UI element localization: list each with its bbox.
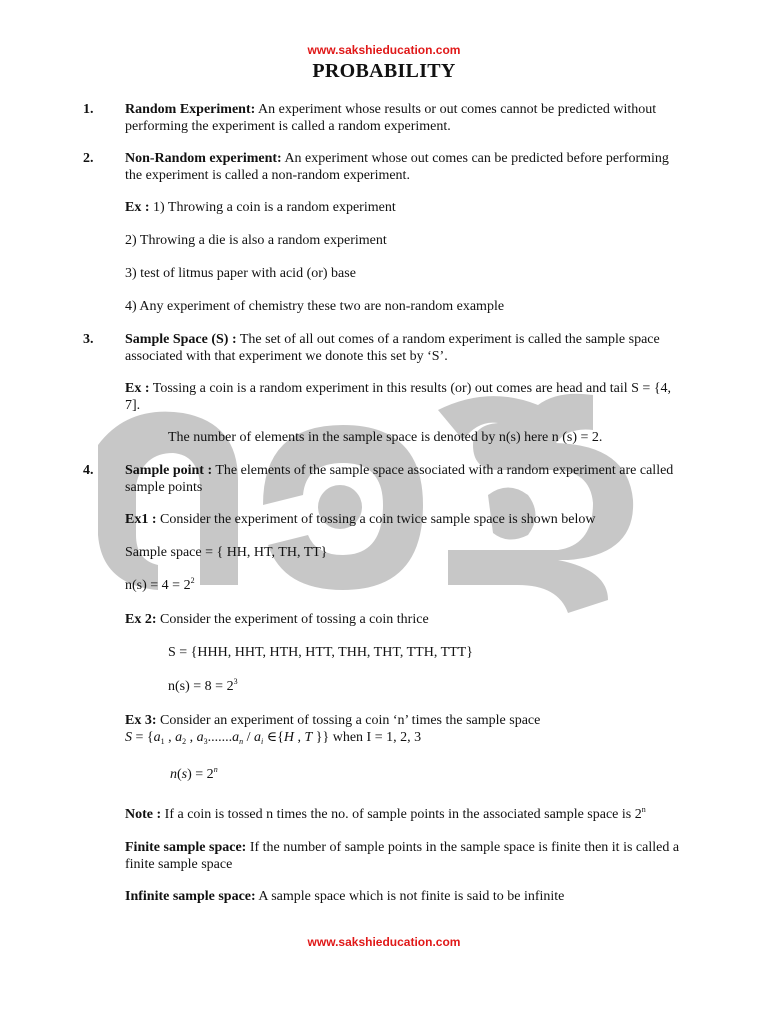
section-1-text: An experiment whose results or out comes cannot be predicted without performing the experiment is called a random experiment. [125, 102, 657, 134]
page-title: PROBABILITY [312, 60, 456, 82]
section-4-label: Sample point : [125, 463, 213, 478]
finite-label: Finite sample space: [125, 840, 247, 855]
set-notation-formula: S [125, 730, 132, 745]
ex2-text: Consider the experiment of tossing a coin thrice [156, 612, 429, 627]
infinite-text: A sample space which is not finite is said to be infinite [255, 889, 565, 904]
section-3-ex-text: Tossing a coin is a random experiment in this results (or) out comes are head and tail S = {4, 7]. [125, 381, 672, 413]
section-3-text: The set of all out comes of a random experiment is called the sample space associated with that experiment we donote this set by ‘S’. [125, 332, 660, 364]
infinite-label: Infinite sample space: [125, 889, 256, 904]
ns-equals-8-exponent: 3 [233, 677, 238, 686]
ex2-label: Ex 2: [125, 612, 157, 627]
section-4-paragraph [125, 462, 685, 496]
finite-text: If the number of sample points in the sample space is finite then it is called a finite sample space [125, 840, 680, 872]
section-3-example [125, 380, 685, 414]
section-4-number: 4. [83, 463, 94, 478]
ns-equals-2-power-n: $n(s) = 2^n$ [170, 765, 218, 782]
ex3-label: Ex 3: [125, 713, 157, 728]
section-2-label: Non-Random experiment: [125, 151, 282, 166]
section-2-paragraph [125, 150, 685, 184]
page-header-url[interactable]: www.sakshieducation.com [307, 43, 461, 57]
set-notation-when: when I = 1, 2, 3 [329, 730, 422, 745]
section-2-example-4: 4) Any experiment of chemistry these two are non-random example [125, 299, 505, 314]
section-2-example-2: 2) Throwing a die is also a random experiment [125, 233, 387, 248]
section-3-label: Sample Space (S) : [125, 332, 237, 347]
ex1-label: Ex1 : [125, 512, 157, 527]
section-2-text: An experiment whose out comes can be predicted before performing the experiment is called a non-random experiment. [125, 151, 669, 183]
note-label: Note : [125, 807, 162, 822]
section-4-text: The elements of the sample space associated with a random experiment are called sample points [125, 463, 674, 495]
example-text: 1) Throwing a coin is a random experiment [149, 200, 396, 215]
section-3-number: 3. [83, 332, 94, 347]
ex1-text: Consider the experiment of tossing a coin twice sample space is shown below [156, 512, 596, 527]
section-4-example-1 [125, 511, 595, 528]
section-2-ex-label: Ex : [125, 200, 150, 215]
finite-sample-space-paragraph [125, 839, 685, 873]
sample-space-twice: Sample space = { HH, HT, TH, TT} [125, 545, 328, 560]
note-line [125, 806, 646, 823]
ns-equals-8-base: n(s) = 8 = 2 [168, 679, 234, 694]
section-4-example-3 [125, 712, 540, 729]
ns-equals-8 [168, 678, 238, 695]
section-3-ex-label: Ex : [125, 381, 150, 396]
section-3-paragraph [125, 331, 685, 365]
section-4-example-2 [125, 611, 429, 628]
section-3-count-note: The number of elements in the sample space is denoted by n(s) here n (s) = 2. [168, 430, 603, 445]
ns-equals-4-exponent: 2 [190, 576, 195, 585]
section-2-number: 2. [83, 151, 94, 166]
section-2-example-1 [125, 199, 396, 216]
section-1-paragraph [125, 101, 685, 135]
ns-equals-4-base: n(s) = 4 = 2 [125, 578, 191, 593]
section-1-label: Random Experiment: [125, 102, 256, 117]
section-1-number: 1. [83, 102, 94, 117]
sample-space-set-notation: $S = \{a_1$ , $a_2$ , $a_3.......a_n / a_i$ ∈{H , T }} when I = 1, 2, 3 [125, 730, 422, 746]
section-2-example-3: 3) test of litmus paper with acid (or) base [125, 266, 356, 281]
infinite-sample-space-paragraph [125, 888, 564, 905]
note-exponent: n [641, 805, 646, 814]
ex3-text: Consider an experiment of tossing a coin ‘n’ times the sample space [156, 713, 541, 728]
ns-equals-4 [125, 577, 195, 594]
sample-space-thrice: S = {HHH, HHT, HTH, HTT, THH, THT, TTH, TTT} [168, 645, 473, 660]
page-footer-url[interactable]: www.sakshieducation.com [307, 935, 461, 949]
note-text: If a coin is tossed n times the no. of sample points in the associated sample space is 2 [161, 807, 642, 822]
